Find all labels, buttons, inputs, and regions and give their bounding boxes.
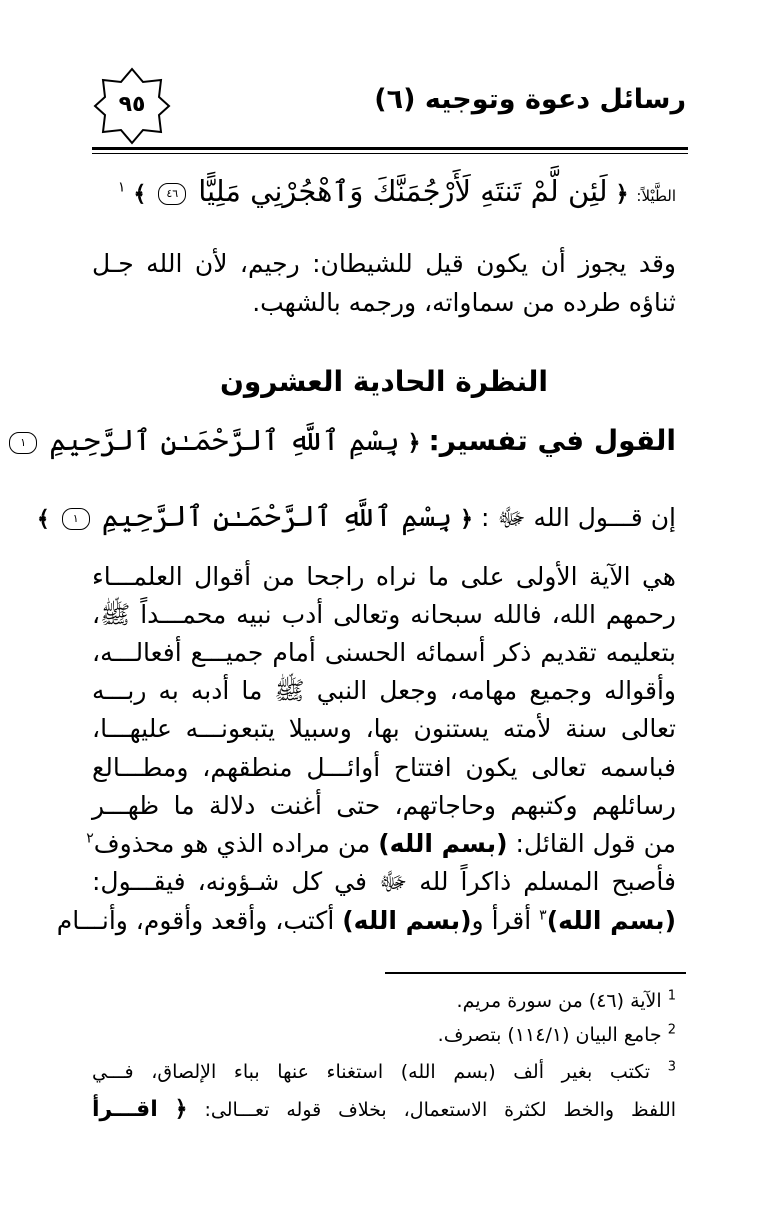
quoted-word: اقـــرأ — [92, 1097, 158, 1122]
verse-line — [92, 171, 676, 216]
footnote-separator — [385, 972, 686, 974]
quran-verse: لَئِن لَّمْ تَنتَهِ لَأَرْجُمَنَّكَ وَٱهْجُرْنِي مَلِيًّا — [198, 174, 608, 208]
quote-close-bracket: ﴾ — [133, 181, 147, 207]
header-rule-thin — [92, 153, 688, 154]
text-span: أقرأ و — [471, 906, 532, 935]
subheading-prefix: القول في تفسير: — [428, 424, 676, 457]
running-header-title: رسائل دعوة وتوجيه (٦) — [374, 84, 686, 115]
footnote — [92, 1056, 676, 1088]
bold-phrase: (بسم الله) — [546, 906, 676, 935]
text-line: رسائلهم وكتبهم وحاجاتهم، حتى أغنت دلالة ما ظهـــر — [92, 791, 676, 820]
ayah-number-mark: ١ — [9, 432, 37, 454]
basmala-prefix: إن قـــول الله ﷻ : — [481, 503, 676, 532]
honorific: الطَّيْلاً: — [636, 187, 676, 205]
text-line — [56, 901, 676, 941]
basmala: بِسْمِ ٱللَّهِ ٱلرَّحْمَـٰنِ ٱلرَّحِيمِ — [101, 499, 453, 533]
basmala: بِسْمِ ٱللَّهِ ٱلرَّحْمَـٰنِ ٱلرَّحِيمِ — [49, 423, 400, 457]
basmala-line — [36, 496, 676, 539]
footnote-number: 3 — [667, 1059, 677, 1075]
quote-open-bracket: ﴿ — [407, 430, 421, 456]
text-line: هي الآية الأولى على ما نراه راجحا من أقوال العلمـــاء — [92, 562, 676, 591]
section-title: النظرة الحادية العشرون — [219, 365, 549, 398]
ayah-number-mark: ١ — [62, 508, 90, 530]
quote-open-bracket: ﴿ — [460, 506, 474, 532]
quote-close-bracket: ﴾ — [36, 506, 50, 532]
page-number-badge — [92, 66, 172, 146]
text-line: رحمهم الله، فالله سبحانه وتعالى أدب نبيه محمـــداً ﷺ، — [92, 600, 676, 629]
footnote-ref: ٣ — [539, 907, 547, 924]
footnote-number: 1 — [667, 988, 676, 1004]
subheading-line — [20, 420, 676, 463]
text-line: تعالى سنة لأمته يستنون بها، وسبيلا يتبعونـــه عليهـــا، — [92, 714, 676, 743]
footnote — [92, 985, 676, 1017]
footnote-number: 2 — [667, 1022, 676, 1038]
footnote — [92, 1019, 676, 1051]
footnote-ref: ٢ — [86, 830, 94, 847]
text-line: بتعليمه تقديم ذكر أسمائه الحسنى أمام جميـــع أفعالـــه، — [92, 638, 676, 667]
text-line: وأقواله وجميع مهامه، وجعل النبي ﷺ ما أدبه به ربـــه — [92, 676, 676, 705]
text-line: فأصبح المسلم ذاكراً لله ﷻ في كل شـؤونه، فيقـــول: — [92, 867, 676, 896]
footnote-continuation — [92, 1093, 676, 1126]
page-number: ٩٥ — [118, 92, 146, 117]
text-line: ثناؤه طرده من سماواته، ورجمه بالشهب. — [252, 288, 676, 317]
footnote-text: جامع البيان (١١٤/١) بتصرف. — [437, 1024, 662, 1046]
bold-phrase: (بسم الله) — [342, 906, 472, 935]
footnote-text: تكتب بغير ألف (بسم الله) استغناء عنها بباء الإلصاق، فـــي — [92, 1061, 651, 1083]
quote-open-bracket: ﴿ — [615, 181, 629, 207]
text-line: وقد يجوز أن يكون قيل للشيطان: رجيم، لأن الله جـل — [92, 249, 676, 278]
text-line — [86, 824, 676, 864]
footnote-ref: ١ — [117, 179, 126, 196]
footnote-text: الآية (٤٦) من سورة مريم. — [456, 990, 662, 1012]
header-rule-thick — [92, 147, 688, 150]
bold-phrase: (بسم الله) — [378, 829, 508, 858]
quote-open-bracket: ﴿ — [174, 1096, 188, 1122]
text-span: من مراده الذي هو محذوف — [93, 829, 371, 858]
ayah-number-mark: ٤٦ — [158, 183, 186, 205]
footnote-text: اللفظ والخط لكثرة الاستعمال، بخلاف قوله تعـــالى: — [204, 1099, 677, 1121]
text-span: من قول القائل: — [515, 829, 676, 858]
text-line: فباسمه تعالى يكون افتتاح أوائـــل منطقهم، ومطـــالع — [92, 753, 676, 782]
text-span: أكتب، وأقعد وأقوم، وأنـــام — [56, 906, 335, 935]
